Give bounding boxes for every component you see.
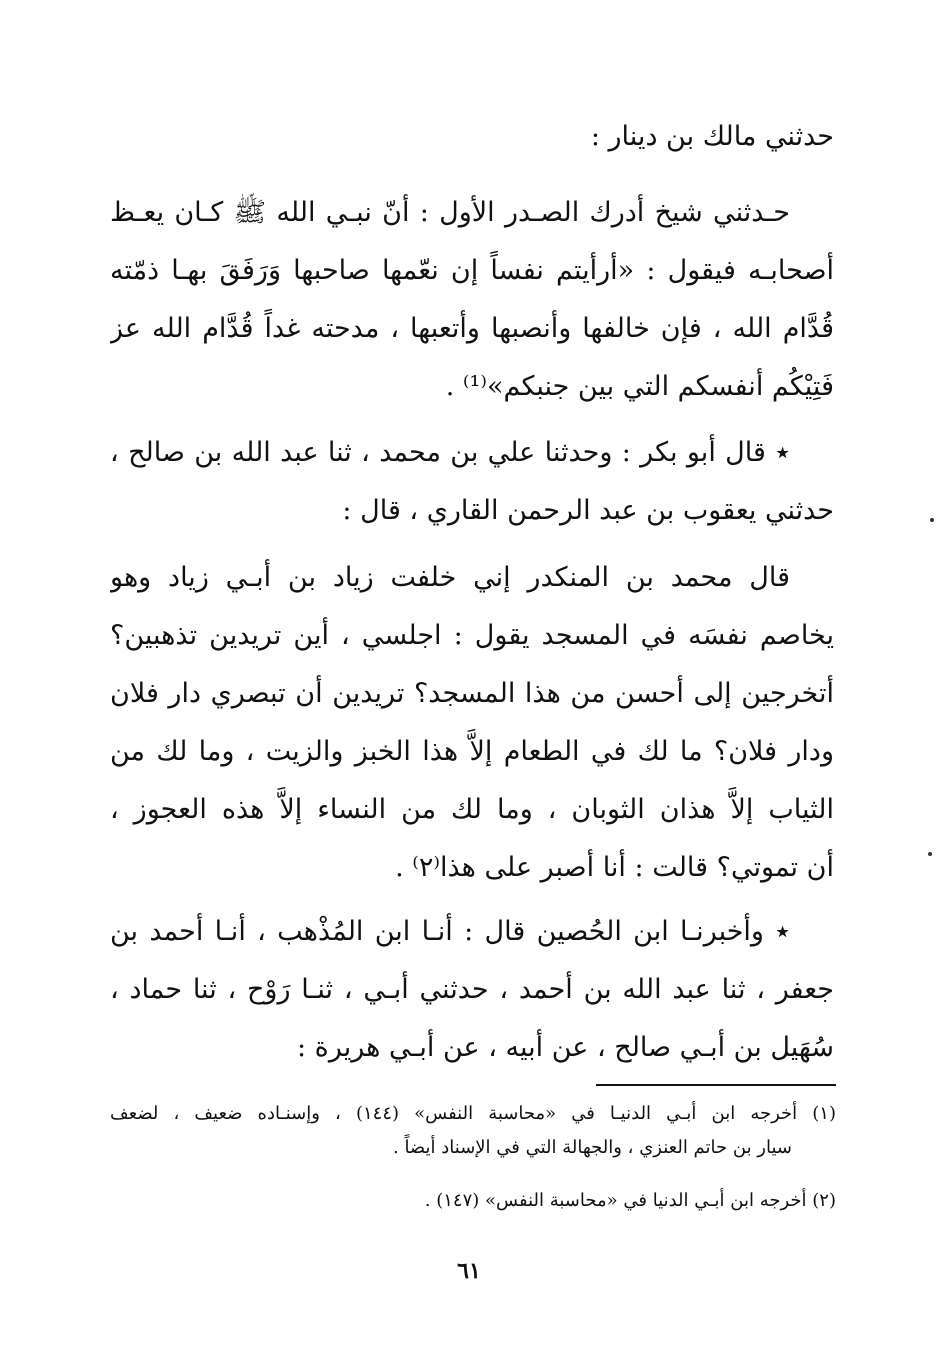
text-line: أن تموتي؟ قالت : أنا أصبر على هذا⁽٢⁾ . xyxy=(395,852,834,883)
text-line: ٭ قال أبو بكر : وحدثنا علي بن محمد ، ثنا عبد الله بن صالح ، xyxy=(110,437,790,468)
text-line: سُهَيل بن أبـي صالح ، عن أبيه ، عن أبـي هريرة : xyxy=(297,1032,834,1063)
footnote-line: (١) أخرجه ابن أبـي الدنيـا في «محاسبة النفس» (١٤٤) ، وإسنـاده ضعيف ، لضعف xyxy=(110,1103,836,1124)
text-line: الثياب إلاَّ هذان الثوبان ، وما لك من النساء إلاَّ هذه العجوز ، xyxy=(110,794,834,825)
footnote-line: (٢) أخرجه ابن أبـي الدنيا في «محاسبة النفس» (١٤٧) . xyxy=(424,1190,836,1211)
text-line: فَتِيْكُم أنفسكم التي بين جنبكم»⁽¹⁾ . xyxy=(445,371,834,402)
page-number: ٦١ xyxy=(457,1258,481,1284)
paragraph-hadith xyxy=(110,184,834,416)
paragraph-story xyxy=(110,549,834,897)
footnote-1 xyxy=(110,1097,836,1165)
text-line: ٭ وأخبرنـا ابن الحُصين قال : أنـا ابن المُذْهب ، أنـا أحمد بن xyxy=(110,916,790,947)
footnote-separator xyxy=(596,1084,836,1086)
text-line: حـدثني شيخ أدرك الصـدر الأول : أنّ نبـي الله ﷺ كـان يعـظ xyxy=(110,197,790,228)
paragraph-isnad-1 xyxy=(110,424,834,540)
footnote-2 xyxy=(110,1184,836,1218)
text-line: حدثني يعقوب بن عبد الرحمن القاري ، قال : xyxy=(342,495,834,526)
text-line: ودار فلان؟ ما لك في الطعام إلاَّ هذا الخبز والزيت ، وما لك من xyxy=(110,736,834,767)
footnote-line: سيار بن حاتم العنزي ، والجهالة التي في الإسناد أيضاً . xyxy=(393,1137,792,1158)
paragraph-intro xyxy=(110,108,834,166)
text-line: حدثني مالك بن دينار : xyxy=(590,121,834,152)
paragraph-isnad-2 xyxy=(110,903,834,1077)
text-line: قال محمد بن المنكدر إني خلفت زياد بن أبـي زياد وهو xyxy=(110,562,790,593)
text-line: أتخرجين إلى أحسن من هذا المسجد؟ تريدين أن تبصري دار فلان xyxy=(110,678,834,709)
text-line: أصحابـه فيقول : «أرأيتم نفساً إن نعّمها صاحبها وَرَفَقَ بهـا ذمّته xyxy=(110,255,834,286)
scan-speck xyxy=(930,518,934,522)
scan-speck xyxy=(928,852,932,856)
text-line: يخاصم نفسَه في المسجد يقول : اجلسي ، أين تريدين تذهبين؟ xyxy=(110,620,834,651)
text-line: قُدَّام الله ، فإن خالفها وأنصبها وأتعبها ، مدحته غداً قُدَّام الله عز xyxy=(110,313,834,344)
text-line: جعفر ، ثنا عبد الله بن أحمد ، حدثني أبـي ، ثنـا رَوْح ، ثنا حماد ، xyxy=(110,974,834,1005)
